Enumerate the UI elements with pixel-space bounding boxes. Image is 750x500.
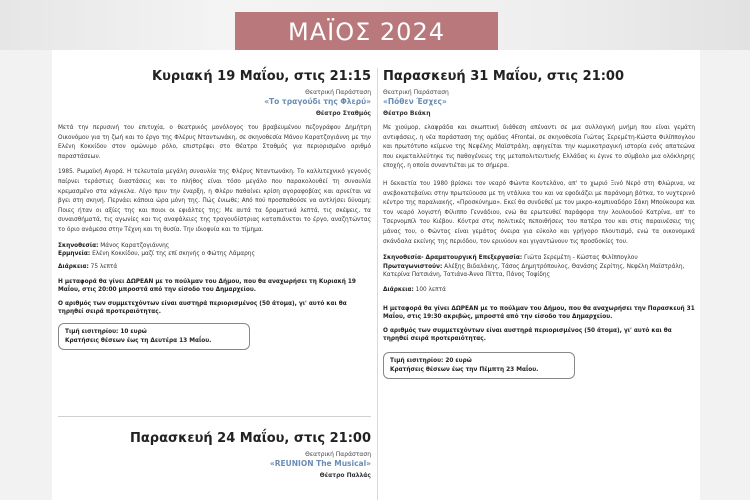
event-genre: Θεατρική Παράσταση	[305, 451, 371, 458]
event-title: «REUNION The Musical»	[269, 459, 371, 468]
ticket-box	[383, 352, 575, 379]
transport-notice: Η μεταφορά θα γίνει ΔΩΡΕΑΝ με το πούλμαν του Δήμου, που θα αναχωρήσει την Παρασκευή 31 Μαΐου, στις 19:30 ακριβώς, μπροστά από την είσοδο του Δημαρχείου.	[383, 305, 695, 321]
event-description-1: Με χιούμορ, ελαφράδα και σκωπτική διάθεση απέναντι σε μια συλλογική μνήμη που είναι γεμάτη αντιφάσεις, η νέα παράσταση της ομάδας 4Frontal, σε σκηνοθεσία Γιώτας Σερεμέτη-Κώστα Φιλίππογλου και πρωτότυπο κείμενο της Νεφέλης Μαϊστράλη, αφηγείται την κωμικοτραγική ιστορία ενός απατεώνα που εκμεταλλεύτηκε τις παθογένειες της μεταπολιτευτικής Ελλάδας κι έγινε το σύμβολο μια ολόκληρης εποχής, η οποία συναντιέται με το σήμερα.	[383, 125, 695, 170]
transport-notice: Η μεταφορά θα γίνει ΔΩΡΕΑΝ με το πούλμαν του Δήμου, που θα αναχωρήσει τη Κυριακή 19 Μαΐου, στις 20:00 μπροστά από την είσοδο του Δημαρχείου.	[58, 278, 356, 294]
cast-label: Πρωταγωνιστούν:	[383, 263, 443, 270]
event-genre: Θεατρική Παράσταση	[305, 89, 371, 96]
ticket-price: Τιμή εισιτηρίου: 20 ευρώ	[390, 358, 472, 365]
performer-label: Ερμηνεία:	[58, 250, 91, 257]
event-reunion	[58, 430, 371, 480]
event-date: Παρασκευή 24 Μαΐου, στις 21:00	[129, 431, 371, 446]
ticket-price: Τιμή εισιτηρίου: 10 ευρώ	[65, 329, 147, 336]
limit-notice: Ο αριθμός των συμμετεχόντων είναι αυστηρά περιορισμένος (50 άτομα), γι' αυτό και θα τηρηθεί σειρά προτεραιότητας.	[383, 327, 672, 342]
event-date: Παρασκευή 31 Μαΐου, στις 21:00	[383, 69, 625, 84]
left-margin	[0, 50, 52, 500]
event-venue: Θέατρο Παλλάς	[319, 472, 371, 479]
booking-deadline: Κρατήσεις θέσεων έως τη Δευτέρα 13 Μαΐου.	[65, 337, 212, 344]
limit-notice: Ο αριθμός των συμμετεχόντων είναι αυστηρά περιορισμένος (50 άτομα), γι' αυτό και θα τηρηθεί σειρά προτεραιότητας.	[58, 300, 347, 315]
duration-value: 75 λεπτά	[88, 264, 118, 271]
event-separator	[58, 416, 371, 417]
direction-label: Σκηνοθεσία:	[58, 242, 99, 249]
duration-label: Διάρκεια:	[58, 264, 89, 271]
month-banner: ΜΑΪΟΣ 2024	[235, 12, 498, 50]
event-pothen-esches	[383, 68, 695, 379]
event-venue: Θέατρο Σταθμός	[315, 110, 371, 117]
event-description-2: Η δεκαετία του 1980 βρίσκει τον νεαρό Φώντα Κουτελάνο, απ' το χωριό Ξινό Νερό στη Φλώρινα, να ανεβοκατεβαίνει στην πρωτεύουσα με τη ντάλικα του και να εφοδιάζει με παράνομη βότκα, το νυχτερινό κέντρο της παραλιακής, «Προσκύνημα». Εκεί θα συνδεθεί με τον μικρο-κομπιναδόρο Σάκη Μπούκουρα και τον νεαρό λογιστή Φίλιππο Γεννάδιου, ενώ θα ερωτευθεί παράφορα την λουλουδού Κατρίνα, απ' το Τσερνομπίλ του Κιέβου. Κόντρα στις πολιτικές πεποιθήσεις του πατέρα του και στις παραινέσεις της μάνας του, ο Φώντας είναι γεμάτος όνειρα για εύκολο και γρήγορο πλουτισμό, ενώ τα οικονομικά σκάνδαλα εκείνης της περιόδου, τον ερινύουν και γιγαντώνουν τις προσδοκίες του.	[383, 180, 695, 245]
ticket-box	[58, 323, 250, 350]
duration-label: Διάρκεια:	[383, 287, 414, 294]
creative-credits	[383, 254, 695, 262]
event-venue: Θέατρο Βεάκη	[383, 110, 431, 117]
credits-value: Γιώτα Σερεμέτη - Κώστας Φιλίππογλου	[522, 255, 638, 262]
performer-credit	[58, 250, 371, 258]
event-flery	[58, 68, 371, 350]
event-title: «Πόθεν Έσχες»	[383, 97, 447, 106]
cast-value: Αλέξης Βιδαλάκης, Τάσος Δημητρόπουλος, Θανάσης Ζερίτης, Νεφέλη Μαϊστράλη, Κατερίνα Πατσιάνη, Τατιάνα-Άννα Πίττα, Πάνος Τοψίδης	[383, 263, 685, 278]
duration	[383, 286, 695, 294]
duration	[58, 263, 371, 271]
cast-credits	[383, 263, 695, 280]
right-margin	[700, 50, 750, 500]
performer-value: Ελένη Κοκκίδου, μαζί της επί σκηνής ο Φώτης Λάμαρης	[90, 250, 255, 257]
event-genre: Θεατρική Παράσταση	[383, 89, 449, 96]
event-title: «Το τραγούδι της Φλερύ»	[264, 97, 371, 106]
direction-value: Μάνος Καρατζογιάννης	[98, 242, 170, 249]
credits-label: Σκηνοθεσία- Δραματουργική Επεξεργασία:	[383, 255, 523, 262]
event-date: Κυριακή 19 Μαΐου, στις 21:15	[152, 69, 371, 84]
event-description-1: Μετά την περυσινή του επιτυχία, ο θεατρικός μονόλογος του βραβευμένου πεζογράφου Δημήτρη Οικονόμου για τη ζωή και το έργο της Φλέρυς Νταντωνάκη, σε σκηνοθεσία Μάνου Καρατζογιάννη με την Ελένη Κοκκίδου στον ομώνυμο ρόλο, επιστρέφει στο Θέατρο Σταθμός για περιορισμένο αριθμό παραστάσεων.	[58, 125, 371, 160]
column-divider	[377, 68, 378, 500]
duration-value: 100 λεπτά	[413, 287, 446, 294]
direction-credit	[58, 242, 371, 250]
booking-deadline: Κρατήσεις θέσεων έως την Πέμπτη 23 Μαΐου.	[390, 366, 539, 373]
event-description-2: 1985. Ρωμαϊκή Αγορά. Η τελευταία μεγάλη συναυλία της Φλέρυς Νταντωνάκη. Το καλλιτεχνικό γεγονός παίρνει τεράστιες διαστάσεις και το πλήθος είναι τόσο μεγάλο που παρακολουθεί τη συναυλία κρεμασμένο στα κάγκελα. Λίγο πριν την έναρξη, η Φλέρυ παθαίνει κρίση αγοραφοβίας και αρνείται να βγει στη σκηνή. Περνάει κάποια ώρα μόνη της. Πώς ένιωθε; Από πού προσπαθούσε να αντλήσει δύναμη; Ποιες ήταν οι αξίες της και ποιοι οι εφιάλτες της; Με αυτά τα δραματικά λεπτά, τις σκέψεις, τα συναισθήματά, τις αγωνίες και τις αναφάλειες της τραγουδίστριας καταπιάνεται το έργο, αναζητώντας το όριο ανάμεσα στην Τέχνη και τη θυσία. Την ιδιοφυία και το τίμημα.	[58, 169, 371, 233]
